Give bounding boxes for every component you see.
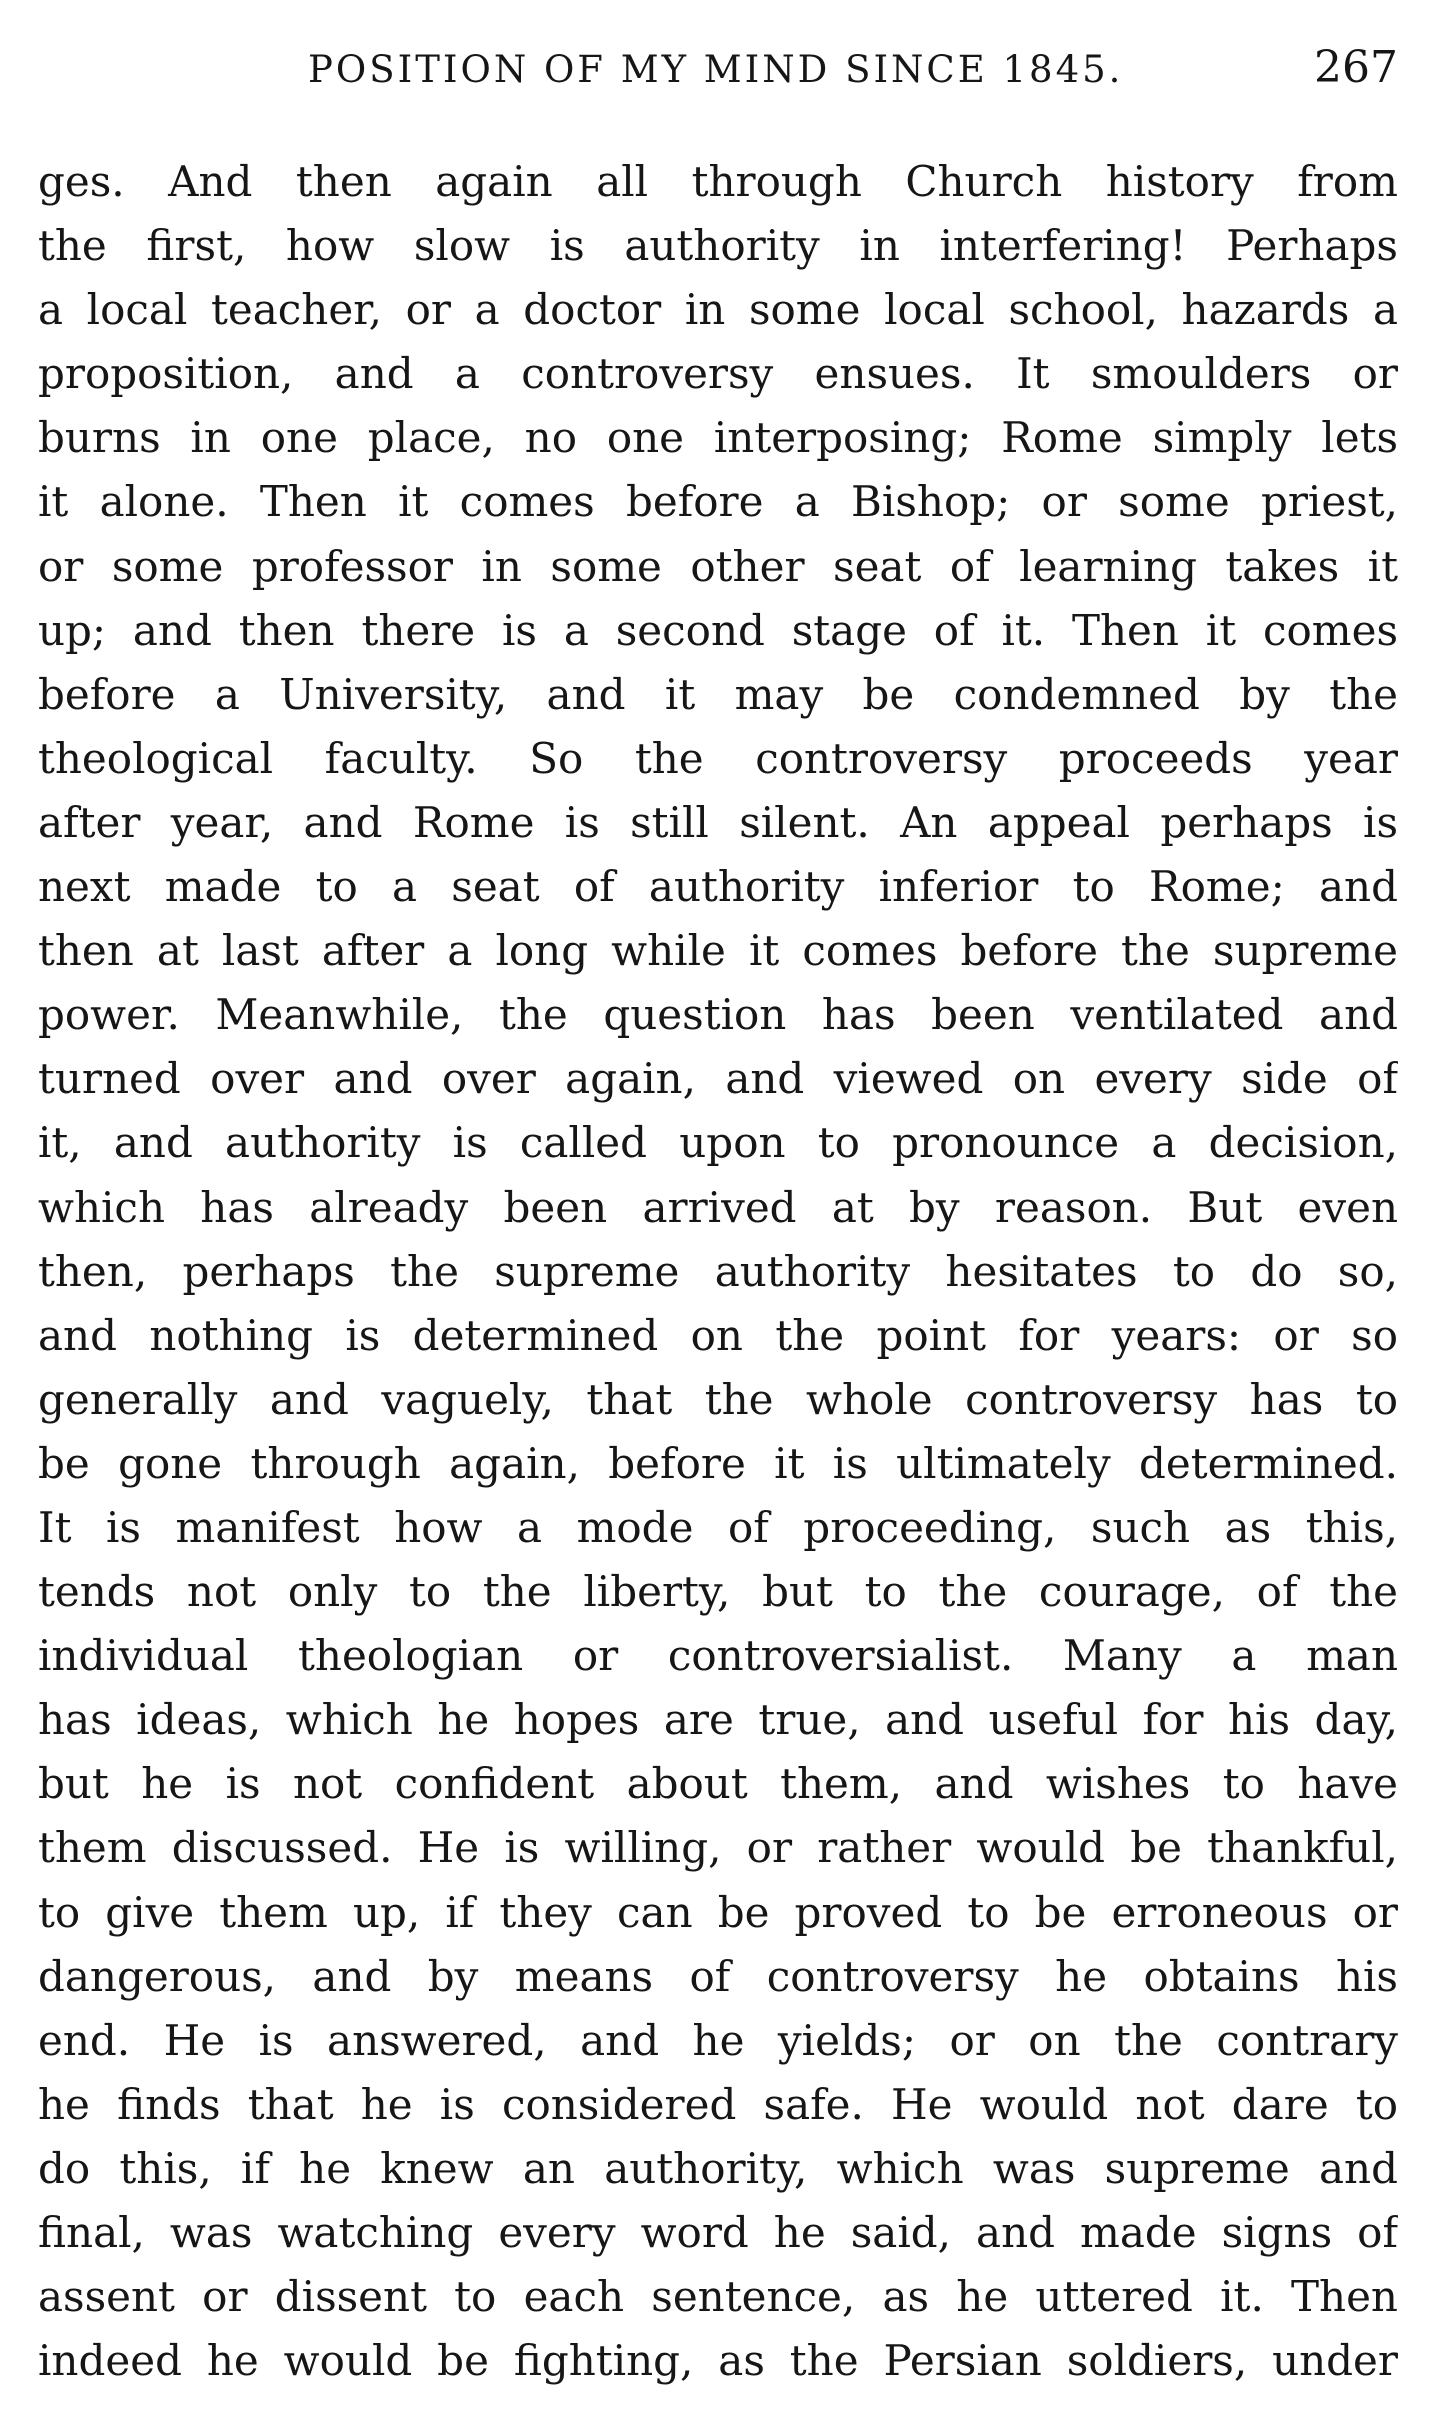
text-line: them discussed. He is willing, or rather would be thankful, [38, 1823, 1398, 1873]
running-head [38, 40, 1398, 104]
text-line: up; and then there is a second stage of it. Then it comes [38, 605, 1398, 655]
text-line: which has already been arrived at by reason. But even [38, 1182, 1398, 1232]
text-line: next made to a seat of authority inferior to Rome; and [38, 862, 1398, 912]
text-line: individual theologian or controversialist. Many a man [38, 1631, 1398, 1681]
text-line: but he is not confident about them, and wishes to have [38, 1759, 1398, 1809]
text-line: proposition, and a controversy ensues. It smoulders or [38, 349, 1398, 399]
text-line: or some professor in some other seat of learning takes it [38, 541, 1398, 591]
text-line: power. Meanwhile, the question has been ventilated and [38, 990, 1398, 1040]
text-line: then at last after a long while it comes before the supreme [38, 926, 1398, 976]
text-line: be gone through again, before it is ultimately determined. [38, 1438, 1398, 1488]
running-title: POSITION OF MY MIND SINCE 1845. [308, 48, 1124, 91]
text-line: do this, if he knew an authority, which was supreme and [38, 2143, 1398, 2193]
text-line: tends not only to the liberty, but to the courage, of the [38, 1567, 1398, 1617]
text-line: final, was watching every word he said, and made signs of [38, 2208, 1398, 2257]
text-line: assent or dissent to each sentence, as he uttered it. Then [38, 2272, 1398, 2322]
text-line: to give them up, if they can be proved to be erroneous or [38, 1887, 1398, 1937]
text-line: indeed he would be fighting, as the Persian soldiers, under [38, 2336, 1398, 2386]
text-line: burns in one place, no one interposing; Rome simply lets [38, 413, 1398, 463]
text-line: then, perhaps the supreme authority hesitates to do so, [38, 1246, 1398, 1296]
text-line: before a University, and it may be condemned by the [38, 669, 1398, 719]
text-line: dangerous, and by means of controversy he obtains his [38, 1951, 1398, 2001]
text-line: it, and authority is called upon to pronounce a decision, [38, 1118, 1398, 1168]
text-line: turned over and over again, and viewed on every side of [38, 1054, 1398, 1104]
text-line: and nothing is determined on the point for years: or so [38, 1310, 1398, 1360]
body-text [38, 150, 1398, 2393]
page-number: 267 [1314, 42, 1398, 93]
text-line: It is manifest how a mode of proceeding, such as this, [38, 1502, 1398, 1552]
text-line: generally and vaguely, that the whole controversy has to [38, 1374, 1398, 1424]
text-line: end. He is answered, and he yields; or on the contrary [38, 2015, 1398, 2065]
text-line: the first, how slow is authority in interfering! Perhaps [38, 221, 1398, 271]
text-line: he finds that he is considered safe. He would not dare to [38, 2079, 1398, 2129]
text-line: has ideas, which he hopes are true, and useful for his day, [38, 1695, 1398, 1745]
text-line: theological faculty. So the controversy proceeds year [38, 733, 1398, 783]
text-line: ges. And then again all through Church history from [38, 157, 1398, 206]
text-line: after year, and Rome is still silent. An appeal perhaps is [38, 797, 1398, 847]
text-line: it alone. Then it comes before a Bishop; or some priest, [38, 477, 1398, 527]
text-line: a local teacher, or a doctor in some local school, hazards a [38, 285, 1398, 335]
